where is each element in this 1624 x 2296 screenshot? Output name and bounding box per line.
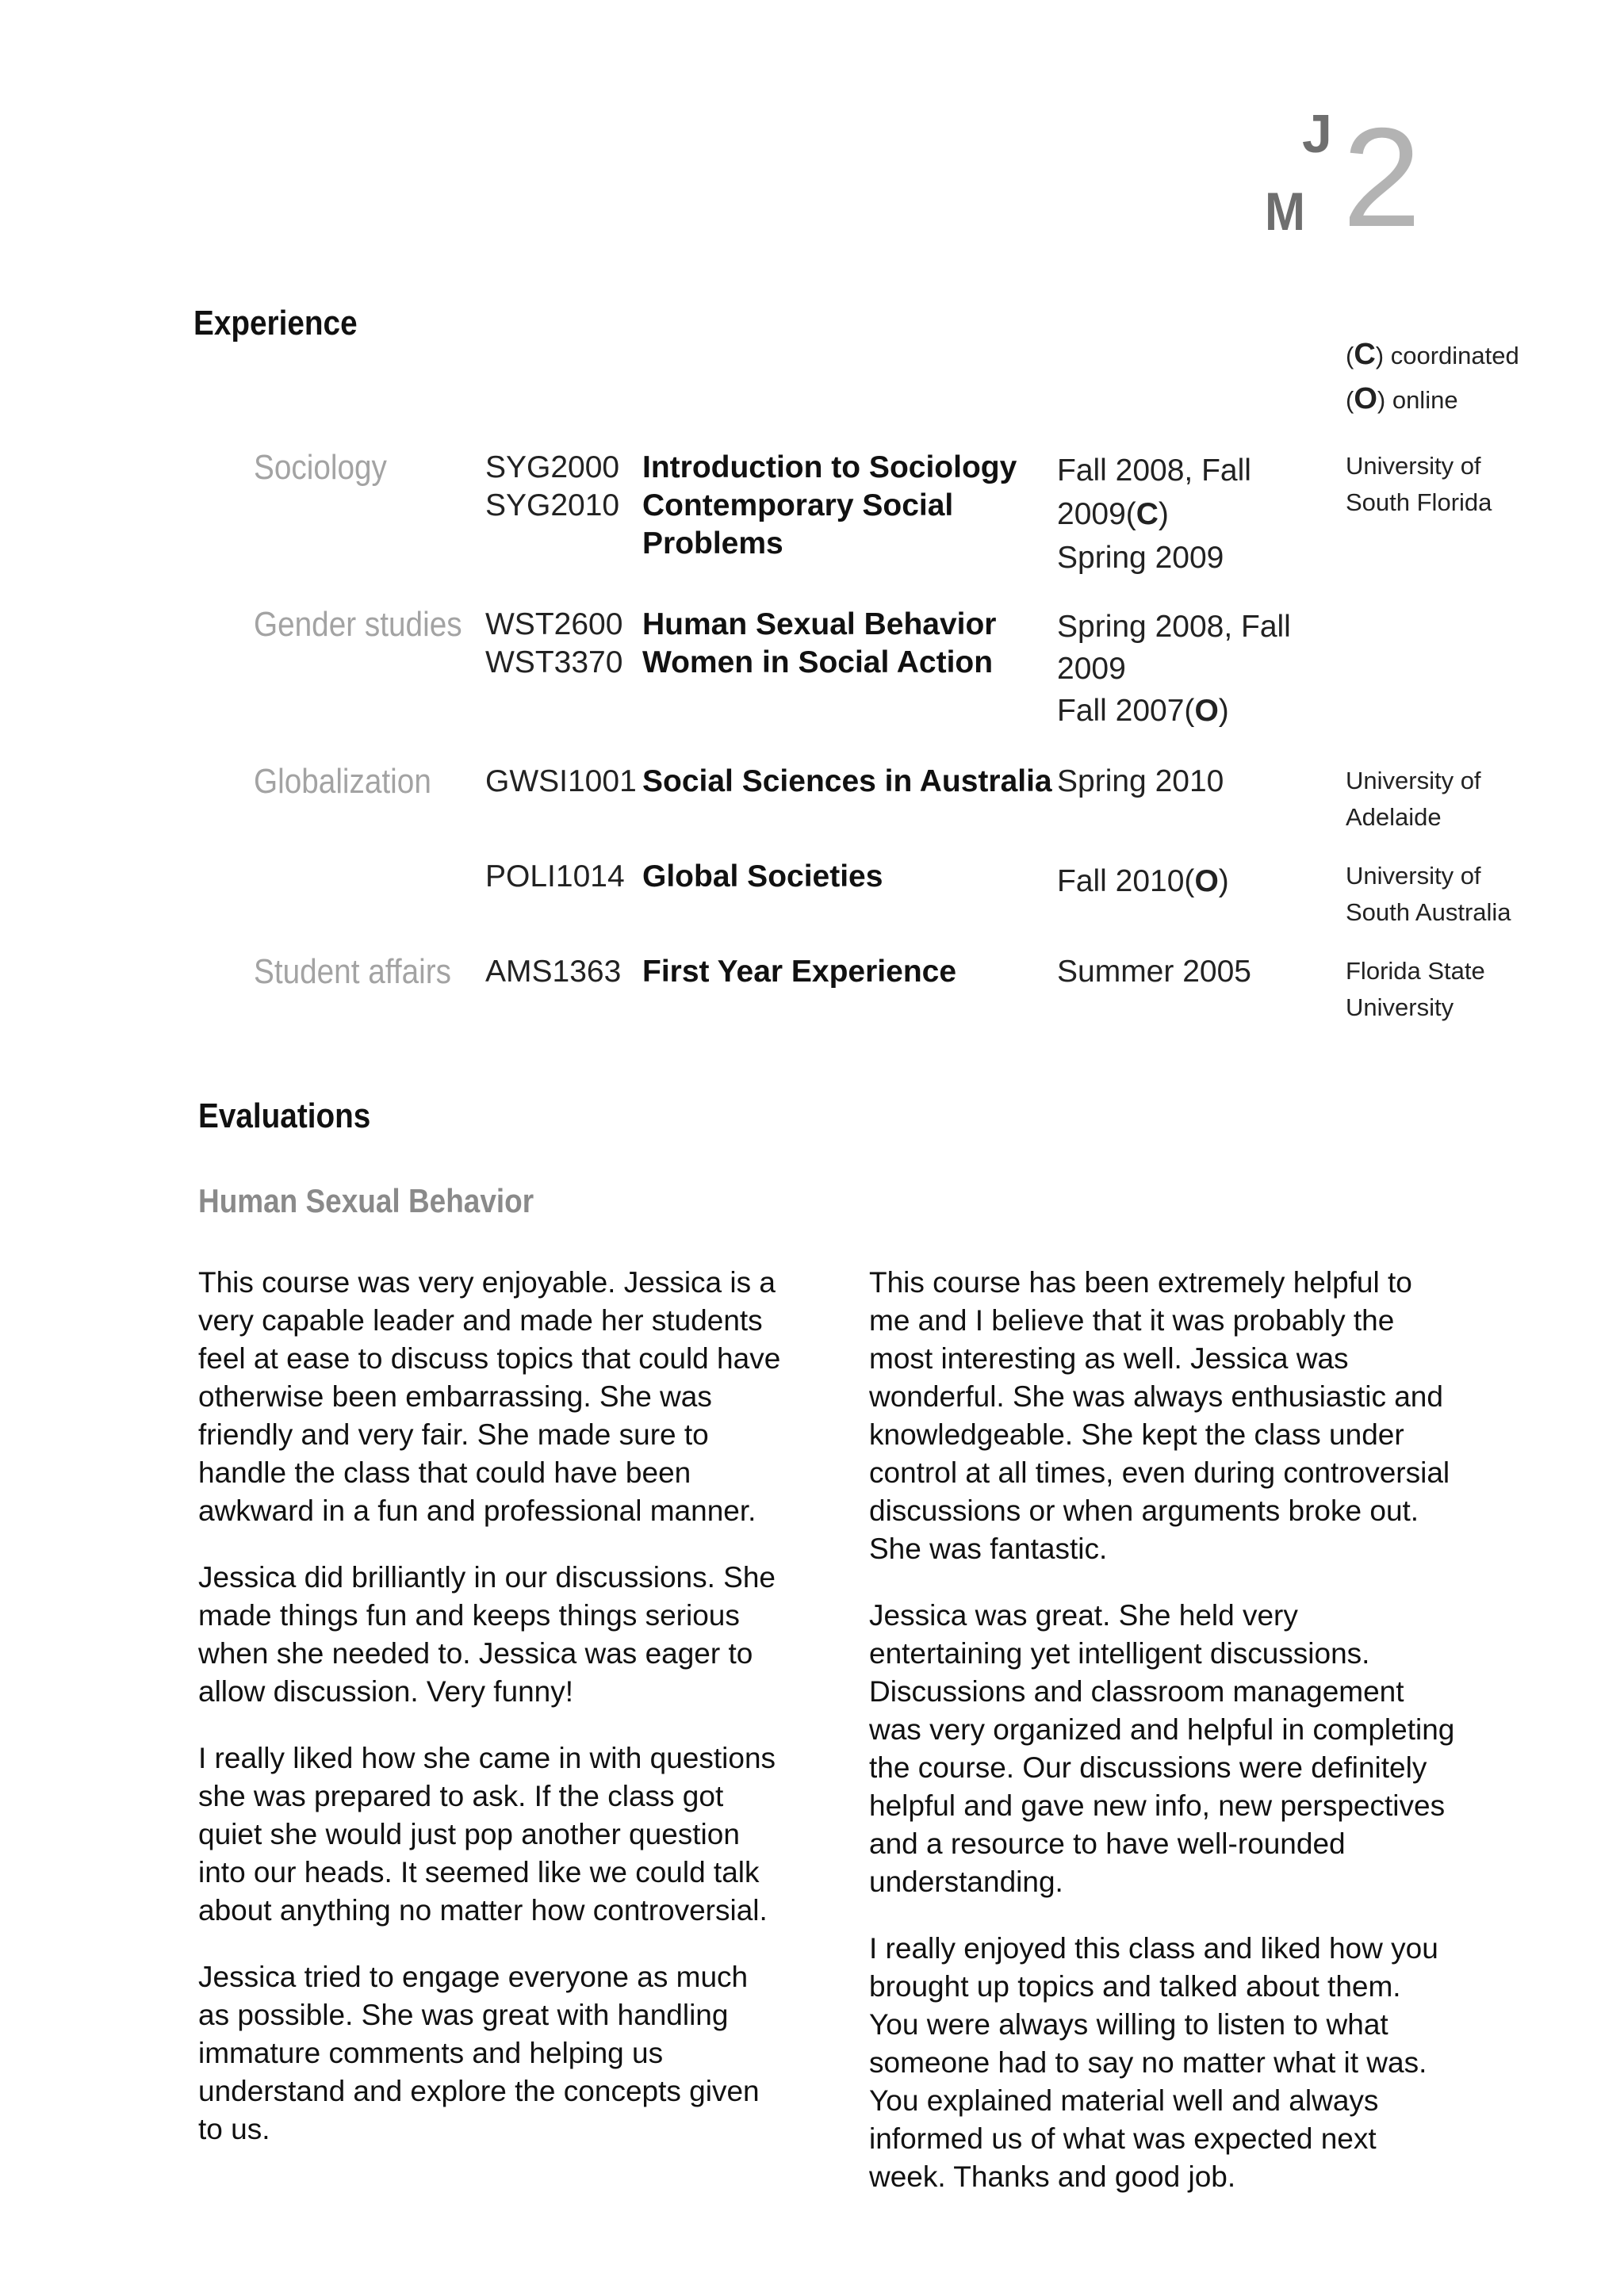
evaluations-heading: Evaluations: [198, 1096, 371, 1135]
evaluation-quote: I really liked how she came in with questions she was prepared to ask. If the class got quiet she would just pop another question into our heads. It seemed like we could talk about anything no matter how controversial.: [198, 1742, 776, 1927]
legend-coordinated: (C) coordinated: [1346, 338, 1519, 371]
course-code: GWSI1001: [485, 764, 637, 798]
legend-text-online: online: [1392, 386, 1458, 414]
course-title: Women in Social Action: [642, 645, 994, 679]
page-number: 2: [1342, 98, 1421, 256]
course-code: WST3370: [485, 645, 623, 679]
course-title-list: [642, 606, 996, 682]
course-code: AMS1363: [485, 955, 622, 989]
evaluation-quote: I really enjoyed this class and liked how you brought up topics and talked about them. You were always willing to listen to what someone had to say no matter what it was. You explained material well and always informed us of what was expected next week. Thanks and good job.: [869, 1932, 1438, 2193]
online-mark: O: [1194, 694, 1219, 728]
course-title: Problems: [642, 526, 783, 561]
evaluation-course-title: Human Sexual Behavior: [198, 1182, 534, 1219]
online-mark: O: [1194, 864, 1219, 898]
course-code: SYG2010: [485, 488, 620, 522]
category-label: Gender studies: [254, 605, 462, 644]
university: University of South Florida: [1346, 452, 1492, 516]
term: Fall 2008, Fall: [1057, 453, 1251, 488]
legend-mark-c: C: [1354, 338, 1376, 371]
experience-heading: Experience: [193, 304, 358, 342]
course-title-list: [642, 449, 1017, 563]
course-title: Social Sciences in Australia: [642, 764, 1052, 798]
monogram-letter-m: M: [1265, 182, 1305, 242]
university: University of South Australia: [1346, 862, 1511, 926]
term: Summer 2005: [1057, 955, 1251, 989]
legend-mark-o: O: [1354, 382, 1377, 415]
course-code: POLI1014: [485, 859, 625, 894]
evaluations-left-column: [198, 1264, 785, 2177]
term: 2009: [1057, 652, 1126, 686]
category-label: Student affairs: [254, 952, 451, 991]
monogram-logo: [1257, 98, 1431, 256]
legend-online: (O) online: [1346, 382, 1458, 415]
university: Florida State University: [1346, 957, 1485, 1021]
term: 2009(C): [1057, 497, 1169, 531]
term: Spring 2008, Fall: [1057, 610, 1291, 644]
term: Spring 2009: [1057, 541, 1224, 575]
course-title: Contemporary Social: [642, 488, 954, 522]
term-list: [1057, 449, 1251, 580]
term-list: [1057, 606, 1291, 732]
course-title: Global Societies: [642, 859, 883, 894]
course-title: Introduction to Sociology: [642, 450, 1017, 484]
evaluations-right-column: [869, 1264, 1456, 2225]
term: Fall 2010(O): [1057, 864, 1229, 898]
course-code: SYG2000: [485, 450, 620, 484]
coordinated-mark: C: [1136, 497, 1159, 531]
course-title: Human Sexual Behavior: [642, 607, 997, 641]
course-title: First Year Experience: [642, 955, 957, 989]
legend-text-coordinated: coordinated: [1390, 342, 1519, 369]
university: University of Adelaide: [1346, 767, 1481, 831]
category-label: Sociology: [254, 448, 387, 487]
evaluation-quote: This course has been extremely helpful to me and I believe that it was probably the most interesting as well. Jessica was wonderful. She was always enthusiastic and knowledgeable. She kept the class under control at all times, even during controversial discussions or when arguments broke out. She was fantastic.: [869, 1266, 1450, 1565]
term: Spring 2010: [1057, 764, 1224, 798]
evaluation-quote: Jessica was great. She held very entertaining yet intelligent discussions. Discussions and classroom management was very organized and helpful in completing the course. Our discussions were definitely helpful and gave new info, new perspectives and a resource to have well-rounded understanding.: [869, 1599, 1455, 1898]
term: Fall 2007(O): [1057, 694, 1229, 728]
evaluation-quote: Jessica tried to engage everyone as much as possible. She was great with handling immature comments and helping us understand and explore the concepts given to us.: [198, 1961, 760, 2145]
category-label: Globalization: [254, 762, 431, 801]
monogram-letter-j: J: [1302, 104, 1332, 164]
course-code: WST2600: [485, 607, 623, 641]
evaluation-quote: This course was very enjoyable. Jessica is a very capable leader and made her students feel at ease to discuss topics that could have otherwise been embarrassing. She was friendly and very fair. She made sure to handle the class that could have been awkward in a fun and professional manner.: [198, 1266, 781, 1527]
evaluation-quote: Jessica did brilliantly in our discussions. She made things fun and keeps things serious when she needed to. Jessica was eager to allow discussion. Very funny!: [198, 1561, 776, 1708]
course-code-list: [485, 606, 622, 682]
course-code-list: [485, 449, 619, 525]
